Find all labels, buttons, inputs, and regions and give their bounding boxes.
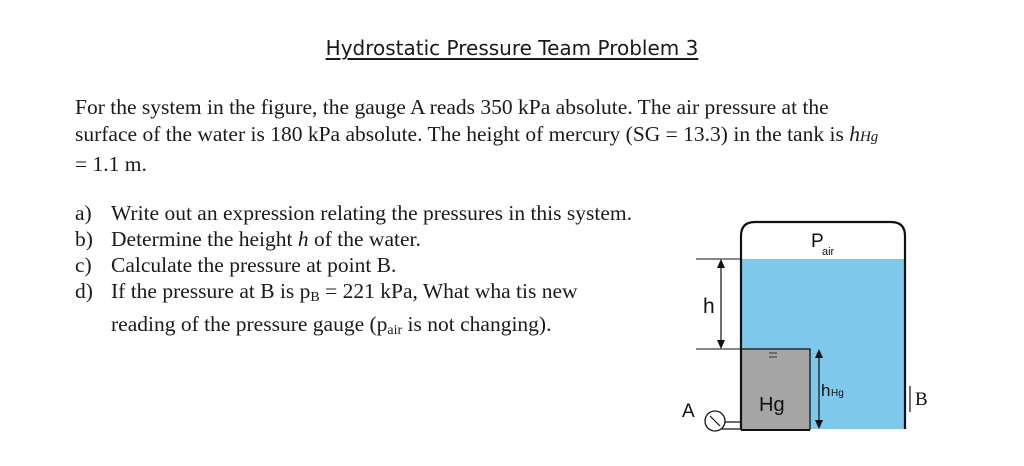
statement-line-2-text: surface of the water is 180 kPa absolute. The height of mercury (SG = 13.3) in the tank is	[75, 122, 850, 146]
question-d-line2-before: reading of the pressure gauge (p	[111, 312, 388, 336]
question-a-text: Write out an expression relating the pressures in this system.	[111, 201, 632, 225]
hhg-subscript: Hg	[831, 388, 844, 399]
h-arrow-head-up	[717, 259, 725, 268]
problem-title	[0, 36, 1024, 60]
statement-line-2	[75, 121, 955, 151]
statement-line-3: = 1.1 m.	[75, 152, 147, 176]
question-d-marker: d)	[75, 279, 93, 303]
question-d-text	[111, 278, 715, 344]
statement-line-1: For the system in the figure, the gauge A reads 350 kPa absolute. The air pressure at the	[75, 95, 829, 119]
question-d-line2-sub: air	[387, 323, 403, 338]
hg-label: Hg	[759, 394, 785, 416]
question-b	[75, 226, 715, 252]
question-a-marker: a)	[75, 201, 92, 225]
question-d-sub: B	[310, 290, 320, 305]
mercury-region	[741, 349, 810, 429]
question-d	[75, 278, 715, 344]
p-air-label: P	[811, 231, 824, 252]
hhg-label: h	[821, 381, 831, 400]
question-b-before: Determine the height	[111, 227, 298, 251]
question-list	[75, 200, 715, 344]
statement-h-subscript: Hg	[859, 129, 879, 145]
statement-h-symbol: h	[849, 122, 860, 146]
question-b-text	[111, 226, 715, 252]
p-air-subscript: air	[822, 246, 835, 258]
question-d-line2-after: is not changing).	[402, 312, 552, 336]
question-b-var: h	[297, 227, 309, 251]
point-b-label: B	[915, 389, 928, 410]
tank-diagram	[660, 200, 960, 450]
problem-title-text: Hydrostatic Pressure Team Problem 3	[325, 36, 699, 60]
question-c	[75, 252, 715, 278]
question-b-after: of the water.	[308, 227, 421, 251]
h-arrow-head-down	[717, 340, 725, 349]
gauge-a-label: A	[682, 401, 695, 422]
question-c-text: Calculate the pressure at point B.	[111, 253, 397, 277]
question-d-before: If the pressure at B is p	[111, 279, 311, 303]
question-c-marker: c)	[75, 253, 92, 277]
problem-statement	[75, 94, 955, 178]
question-b-marker: b)	[75, 227, 93, 251]
question-d-after: = 221 kPa, What wha tis new	[319, 279, 578, 303]
h-label: h	[703, 295, 715, 318]
question-a	[75, 200, 715, 226]
